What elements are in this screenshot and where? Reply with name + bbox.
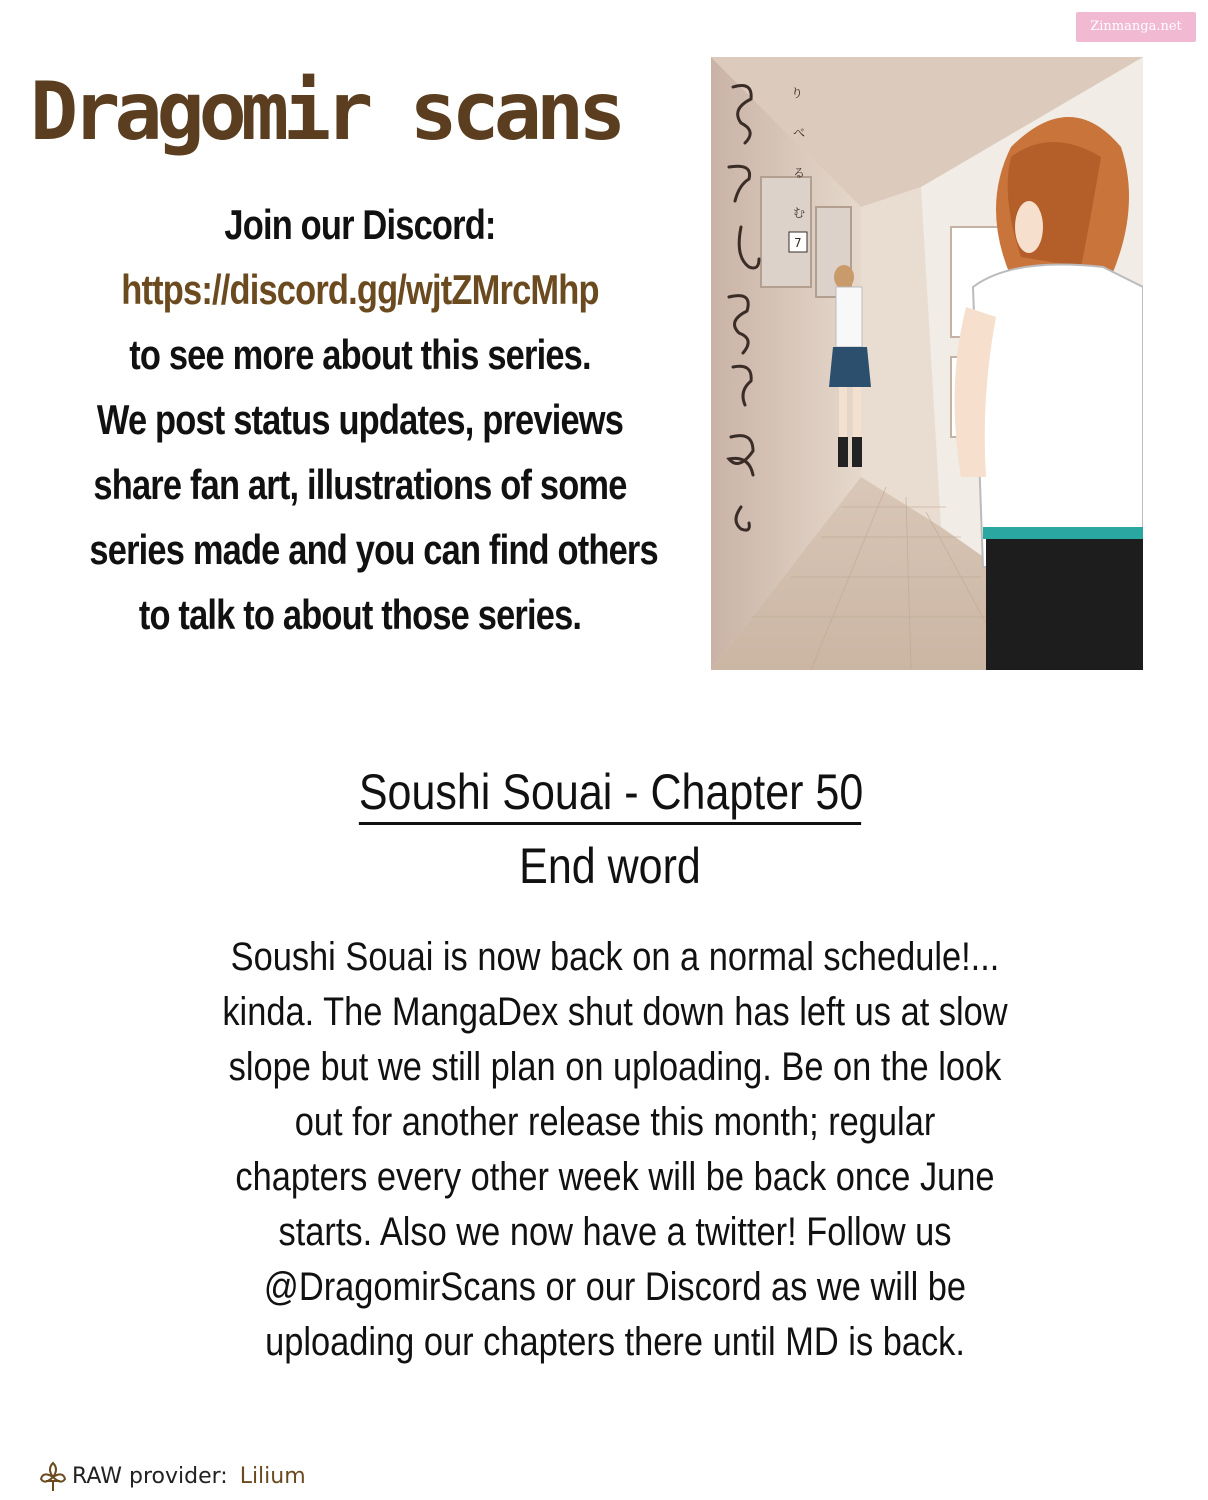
manga-cover-illustration — [711, 57, 1143, 670]
discord-line: We post status updates, previews — [96, 396, 624, 443]
end-word-line: @DragomirScans or our Discord as we will be — [263, 1265, 967, 1309]
raw-provider-name: Lilium — [239, 1463, 306, 1489]
end-word-body — [120, 930, 1110, 1370]
end-word-line: out for another release this month; regular — [294, 1100, 936, 1144]
end-word-title: End word — [519, 838, 701, 894]
discord-info — [89, 192, 658, 647]
svg-text:む: む — [793, 206, 806, 220]
cover-volume: 7 — [794, 236, 802, 250]
chapter-title: Soushi Souai - Chapter 50 — [359, 762, 861, 825]
discord-line: to see more about this series. — [129, 331, 591, 378]
scanlator-title: Dragomir scans — [30, 65, 621, 158]
end-word-line: starts. Also we now have a twitter! Follow us — [278, 1210, 952, 1254]
end-word-line: kinda. The MangaDex shut down has left us at slow — [222, 990, 1008, 1034]
chapter-heading — [318, 762, 902, 897]
end-word-line: uploading our chapters there until MD is back. — [265, 1320, 965, 1364]
end-word-line: chapters every other week will be back once June — [235, 1155, 995, 1199]
site-watermark: Zinmanga.net — [1076, 12, 1196, 42]
svg-text:べ: べ — [793, 126, 806, 140]
discord-line: share fan art, illustrations of some — [93, 461, 627, 508]
end-word-line: slope but we still plan on uploading. Be on the look — [228, 1045, 1002, 1089]
discord-link[interactable]: https://discord.gg/wjtZMrcMhp — [121, 266, 599, 313]
end-word-line: Soushi Souai is now back on a normal schedule!... — [230, 935, 1000, 979]
svg-text:り: り — [791, 86, 804, 100]
raw-provider-credit — [36, 1458, 306, 1494]
fleur-de-lis-icon — [36, 1459, 70, 1493]
svg-text:る: る — [793, 166, 806, 180]
discord-line: series made and you can find others — [89, 526, 658, 573]
raw-provider-label: RAW provider: — [72, 1463, 228, 1489]
discord-heading: Join our Discord: — [224, 201, 496, 248]
cover-art — [711, 57, 1143, 670]
discord-line: to talk to about those series. — [138, 591, 582, 638]
